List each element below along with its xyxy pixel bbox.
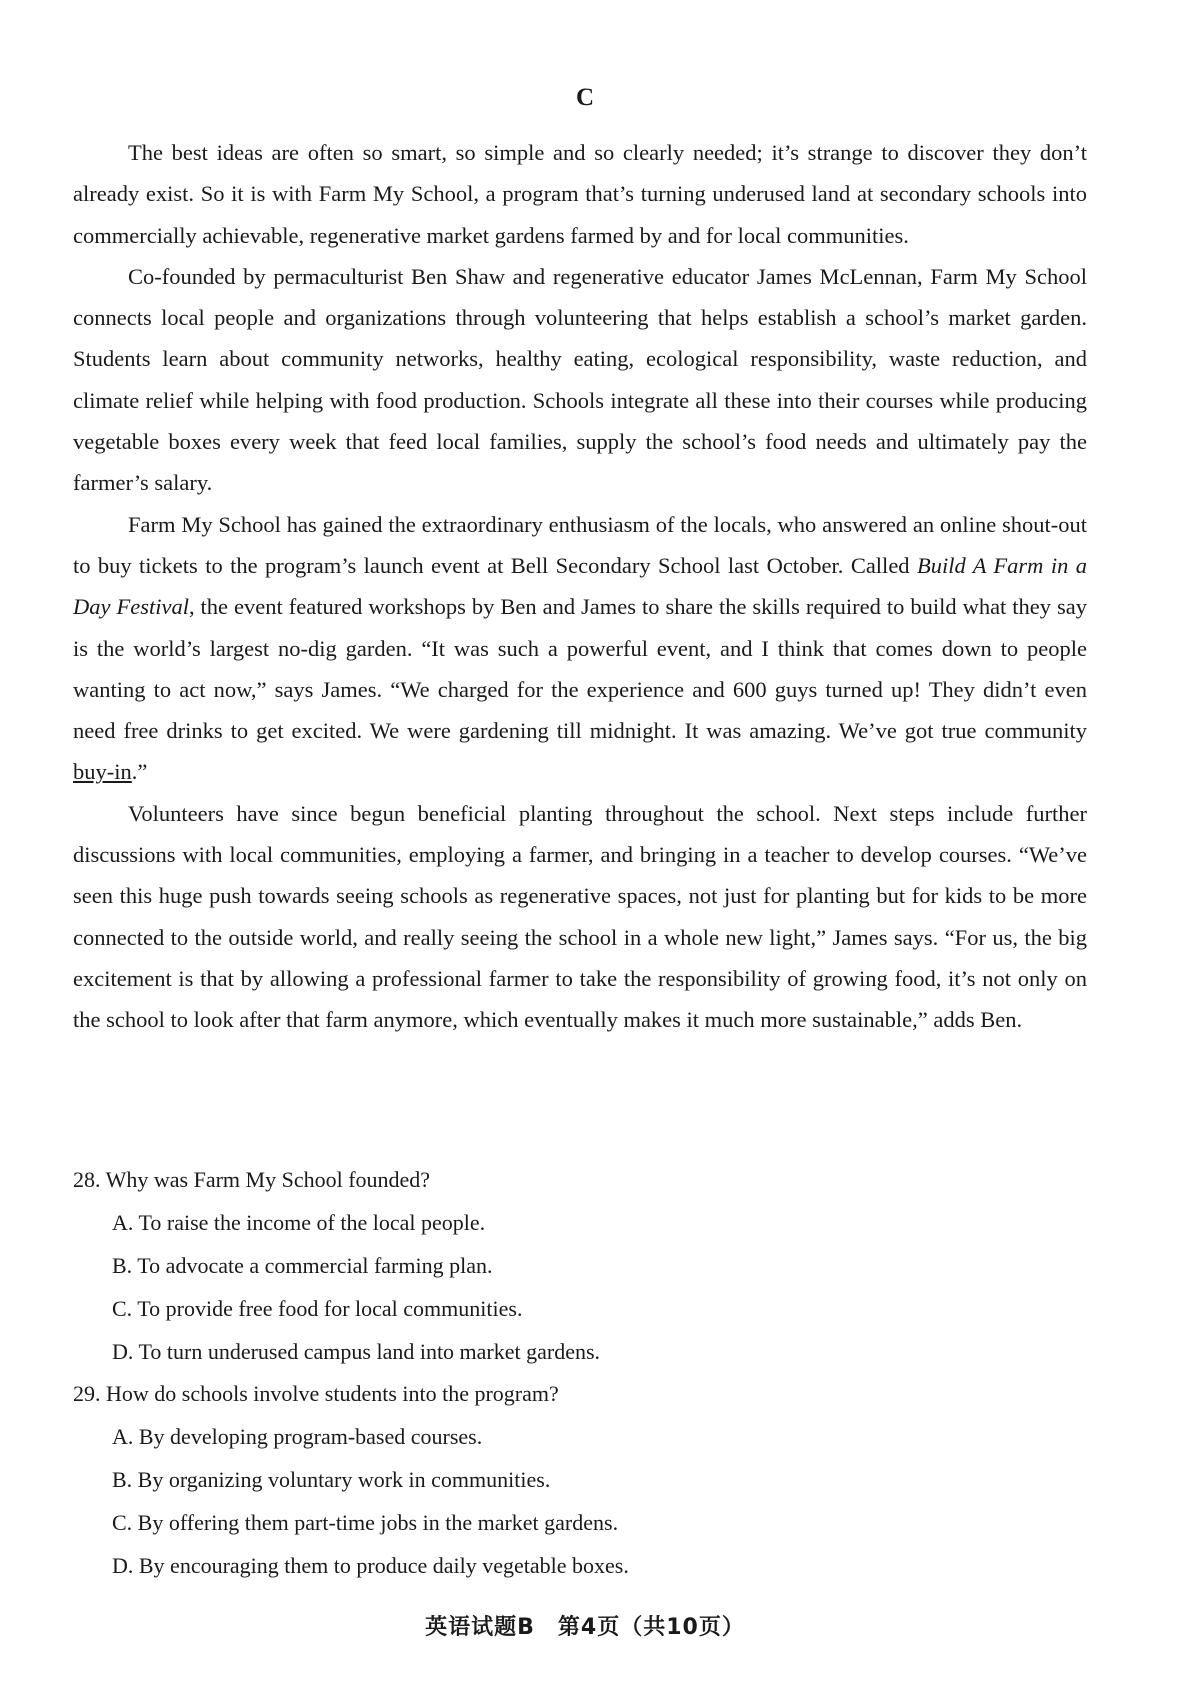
option-a: A. To raise the income of the local people. xyxy=(112,1210,486,1235)
question-29 xyxy=(73,1373,1073,1587)
page-footer: 英语试题B 第4页（共10页） xyxy=(425,1615,745,1640)
question-stem: 28. Why was Farm My School founded? xyxy=(73,1167,431,1192)
passage-paragraph-2: Co-founded by permaculturist Ben Shaw and regenerative educator James McLennan, Farm My School connects local people and organizations through volunteering that helps establish a school’s market garden. Students learn about community networks, healthy eating, ecological responsibility, waste reduction, and climate relief while helping with food production. Schools integrate all these into their courses while producing vegetable boxes every week that feed local families, supply the school’s food needs and ultimately pay the farmer’s salary. xyxy=(73,263,1087,496)
paragraph-3-middle: , the event featured workshops by Ben and James to share the skills required to build what they say is the world’s largest no-dig garden. “It was such a powerful event, and I think that comes down to people wanting to act now,” says James. “We charged for the experience and 600 guys turned up! They didn’t even need free drinks to get excited. We were gardening till midnight. It was amazing. We’ve got true community xyxy=(73,594,1087,744)
option-b: B. By organizing voluntary work in communities. xyxy=(112,1467,551,1492)
option-c: C. To provide free food for local communities. xyxy=(112,1296,523,1321)
question-list xyxy=(73,1159,1073,1587)
question-28 xyxy=(73,1159,1073,1373)
option-d: D. By encouraging them to produce daily vegetable boxes. xyxy=(112,1553,629,1578)
option-c: C. By offering them part-time jobs in the market gardens. xyxy=(112,1510,619,1535)
event-title: Build A Farm in a Day Festival xyxy=(73,552,1087,620)
option-b: B. To advocate a commercial farming plan. xyxy=(112,1253,493,1278)
option-d: D. To turn underused campus land into market gardens. xyxy=(112,1339,601,1364)
paragraph-3-start: Farm My School has gained the extraordinary enthusiasm of the locals, who answered an online shout-out to buy tickets to the program’s launch event at Bell Secondary School last October. Called xyxy=(73,511,1087,578)
passage-paragraph-3 xyxy=(73,504,1087,793)
underlined-word: buy-in xyxy=(73,759,132,785)
passage-paragraph-1: The best ideas are often so smart, so simple and so clearly needed; it’s strange to discover they don’t already exist. So it is with Farm My School, a program that’s turning underused land at secondary schools into commercially achievable, regenerative market gardens farmed by and for local communities. xyxy=(73,140,1087,248)
reading-passage xyxy=(73,132,1087,1041)
paragraph-3-end: .” xyxy=(131,759,148,785)
question-stem: 29. How do schools involve students into the program? xyxy=(73,1381,559,1406)
option-a: A. By developing program-based courses. xyxy=(112,1424,483,1449)
section-heading: C xyxy=(575,84,595,111)
passage-paragraph-4: Volunteers have since begun beneficial planting throughout the school. Next steps include further discussions with local communities, employing a farmer, and bringing in a teacher to develop courses. “We’ve seen this huge push towards seeing schools as regenerative spaces, not just for planting but for kids to be more connected to the outside world, and really seeing the school in a whole new light,” James says. “For us, the big excitement is that by allowing a professional farmer to take the responsibility of growing food, it’s not only on the school to look after that farm anymore, which eventually makes it much more sustainable,” adds Ben. xyxy=(73,800,1087,1033)
